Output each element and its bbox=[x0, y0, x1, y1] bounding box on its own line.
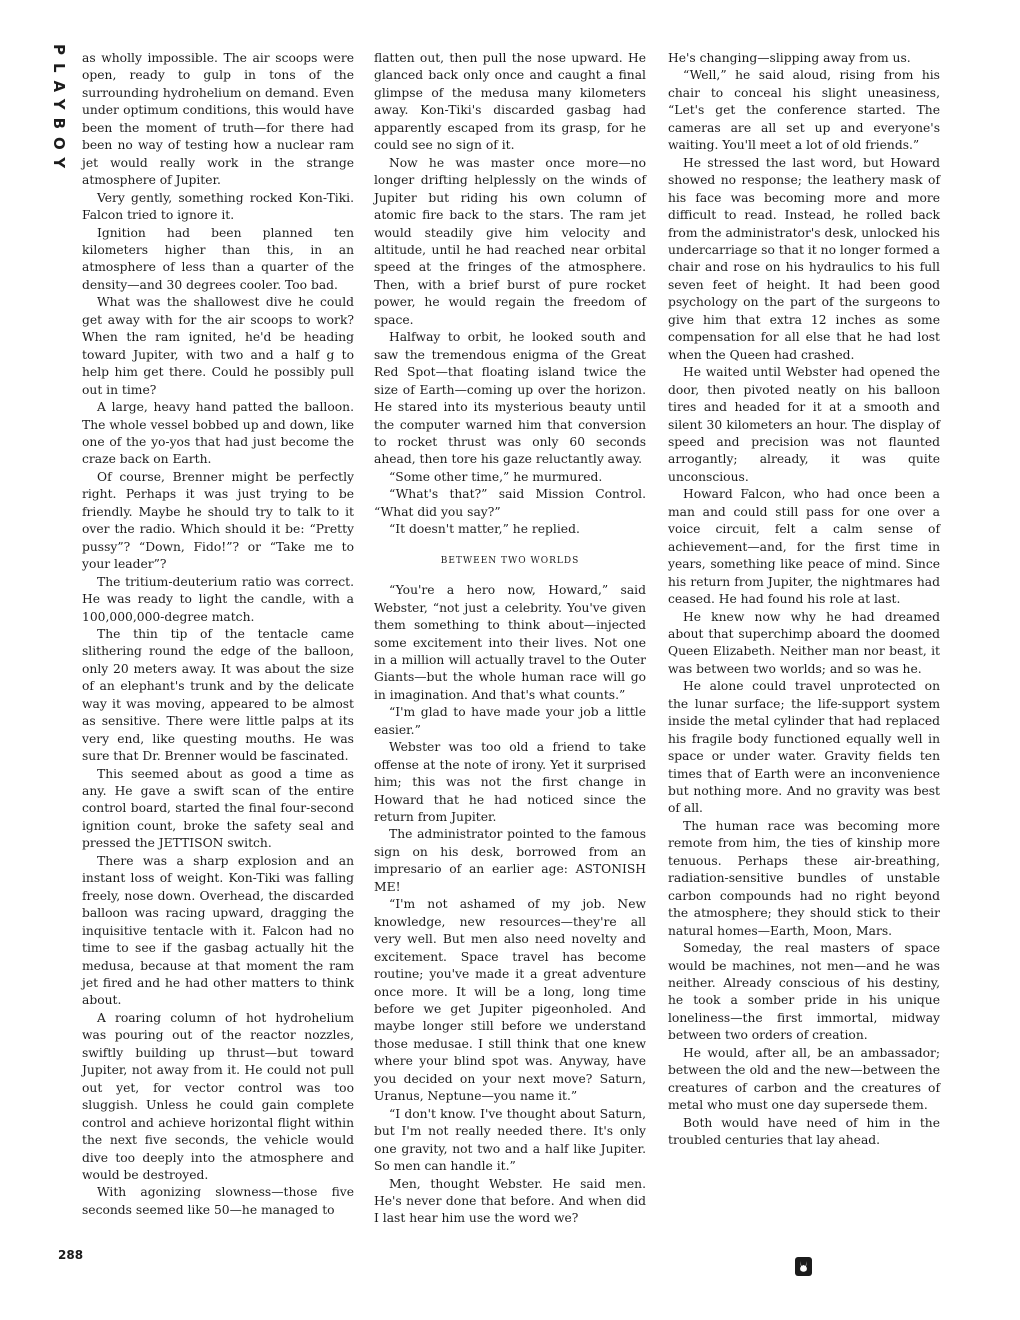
page-number: 288 bbox=[58, 1248, 84, 1262]
paragraph: What was the shallowest dive he could get away with for the air scoops to work? When the ram ignited, he'd be heading toward Jupiter, with two and a half g to help him get there. Could he possibly pull out in time? bbox=[82, 295, 354, 397]
paragraph: Now he was master once more—no longer drifting helplessly on the winds of Jupiter but riding his own column of atomic fire back to the stars. The ram jet would steadily give him velocity and altitude, until he had reached near orbital speed at the fringes of the atmosphere. Then, with a brief burst of pure rocket power, he would regain the freedom of space. bbox=[374, 155, 646, 327]
paragraph: “It doesn't matter,” he replied. bbox=[389, 522, 580, 537]
section-subhead: BETWEEN TWO WORLDS bbox=[440, 555, 580, 566]
text-column-1 bbox=[82, 50, 354, 1219]
paragraph: “I'm not ashamed of my job. New knowledge, new resources—they're all very well. But men also need novelty and excitement. Space travel has become routine; you've made it a great adventure once more. It will be a long, long time before we get Jupiter pigeonholed. And maybe longer still before we understand those medusae. I still think that one knew where your blind spot was. Anyway, have you decided on your next move? Saturn, Uranus, Neptune—you name it.” bbox=[374, 897, 646, 1104]
running-head-vertical bbox=[48, 44, 70, 214]
paragraph: Both would have need of him in the troubled centuries that lay ahead. bbox=[668, 1115, 940, 1148]
paragraph: Men, thought Webster. He said men. He's never done that before. And when did I last hear him use the word we? bbox=[374, 1176, 646, 1226]
paragraph: A large, heavy hand patted the balloon. The whole vessel bobbed up and down, like one of the yo-yos that had just become the craze back on Earth. bbox=[82, 400, 354, 467]
paragraph: He alone could travel unprotected on the lunar surface; the life-support system inside the metal cylinder that had replaced his fragile body functioned equally well in space or under water. Gravity fields ten times that of Earth were an inconvenience but nothing more. And no gravity was best of all. bbox=[668, 679, 940, 816]
paragraph: “What's that?” said Mission Control. “What did you say?” bbox=[374, 487, 646, 519]
paragraph: He knew now why he had dreamed about that superchimp aboard the doomed Queen Elizabeth. Neither man nor beast, it was between two worlds; and so was he. bbox=[668, 609, 940, 676]
paragraph: Webster was too old a friend to take offense at the note of irony. Yet it surprised him; this was not the first change in Howard that he had noticed since the return from Jupiter. bbox=[374, 740, 646, 825]
paragraph: Someday, the real masters of space would be machines, not men—and he was neither. Already conscious of his destiny, he took a somber pride in his unique loneliness—the first immortal, midway between two orders of creation. bbox=[668, 941, 940, 1043]
text-column-2 bbox=[374, 50, 646, 1228]
paragraph: The human race was becoming more remote from him, the ties of kinship more tenuous. Perhaps these air-breathing, radiation-sensitive bundles of unstable carbon compounds had no right beyond the atmosphere; they should stick to their natural homes—Earth, Moon, Mars. bbox=[668, 818, 940, 938]
text-column-3 bbox=[668, 50, 940, 1150]
paragraph: He would, after all, be an ambassador; between the old and the new—between the creatures of carbon and the creatures of metal who must one day supersede them. bbox=[668, 1045, 940, 1113]
paragraph: Howard Falcon, who had once been a man and could still pass for one over a voice circuit, felt a calm sense of achievement—and, for the first time in years, something like peace of mind. Since his return from Jupiter, the nightmares had ceased. He had found his role at last. bbox=[668, 487, 940, 607]
rabbit-end-mark-icon bbox=[795, 1257, 812, 1276]
paragraph: There was a sharp explosion and an instant loss of weight. Kon-Tiki was falling freely, nose down. Overhead, the discarded balloon was racing upward, dragging the inquisitive tentacle with it. Falcon had no time to see if the gasbag actually hit the medusa, because at that moment the ram jet fired and he had other matters to think about. bbox=[82, 853, 354, 1008]
paragraph: flatten out, then pull the nose upward. He glanced back only once and caught a final glimpse of the medusa many kilometers away. Kon-Tiki's discarded gasbag had apparently escaped from its grasp, for he could see no sign of it. bbox=[374, 51, 646, 153]
paragraph: A roaring column of hot hydrohelium was pouring out of the reactor nozzles, swiftly building up thrust—but toward Jupiter, not away from it. He could not pull out yet, for vector control was too sluggish. Unless he could gain complete control and achieve horizontal flight within the next five seconds, the vehicle would dive too deeply into the atmosphere and would be destroyed. bbox=[82, 1010, 354, 1182]
paragraph: He's changing—slipping away from us. bbox=[668, 51, 911, 65]
paragraph: He stressed the last word, but Howard showed no response; the leathery mask of his face was becoming more and more difficult to read. Instead, he rolled back from the administrator's desk, unlocked his undercarriage so that it no longer formed a chair and rose on his hydraulics to his full seven feet of height. It had been good psychology on the part of the surgeons to give him that extra 12 inches as some compensation for all else that he had lost when the Queen had crashed. bbox=[668, 155, 940, 362]
paragraph: “Well,” he said aloud, rising from his chair to conceal his slight uneasiness, “Let's get the conference started. The cameras are all set up and everyone's waiting. You'll meet a lot of old friends.” bbox=[668, 68, 940, 153]
paragraph: Very gently, something rocked Kon-Tiki. Falcon tried to ignore it. bbox=[82, 190, 354, 223]
magazine-masthead: PLAYBOY bbox=[50, 44, 68, 177]
paragraph: “I don't know. I've thought about Saturn, but I'm not really needed there. It's only one gravity, not two and a half like Jupiter. So men can handle it.” bbox=[374, 1106, 646, 1174]
paragraph: Of course, Brenner might be perfectly right. Perhaps it was just trying to be friendly. Maybe he should try to talk to it over the radio. Which should it be: “Pretty pussy”? “Down, Fido!”? or “Take me to your leader”? bbox=[82, 469, 354, 572]
paragraph: “Some other time,” he murmured. bbox=[389, 469, 603, 484]
paragraph: The administrator pointed to the famous sign on his desk, borrowed from an impresario of an earlier age: ASTONISH ME! bbox=[374, 827, 646, 894]
paragraph: With agonizing slowness—those five seconds seemed like 50—he managed to bbox=[82, 1185, 354, 1217]
paragraph: The thin tip of the tentacle came slithering round the edge of the balloon, only 20 meters away. It was about the size of an elephant's trunk and by the delicate way it was moving, appeared to be almost as sensitive. There were little palps at its very end, like questing mouths. He was sure that Dr. Brenner would be fascinated. bbox=[82, 626, 354, 764]
paragraph: as wholly impossible. The air scoops were open, ready to gulp in tons of the surrounding hydrohelium on demand. Even under optimum conditions, this would have been the moment of truth—for there had been no way of testing how a nuclear ram jet would really work in the strange atmosphere of Jupiter. bbox=[82, 51, 354, 188]
paragraph: “You're a hero now, Howard,” said Webster, “not just a celebrity. You've given them something to think about—injected some excitement into their lives. Not one in a million will actually travel to the Outer Giants—but the whole human race will go in imagination. And that's what counts.” bbox=[374, 583, 646, 702]
paragraph: He waited until Webster had opened the door, then pivoted neatly on his balloon tires and headed for it at a smooth and silent 30 kilometers an hour. The display of speed and precision was not flaunted arrogantly; already, it was quite unconscious. bbox=[668, 365, 940, 484]
paragraph: “I'm glad to have made your job a little easier.” bbox=[374, 705, 646, 737]
paragraph: Ignition had been planned ten kilometers higher than this, in an atmosphere of less than a quarter of the density—and 30 degrees cooler. Too bad. bbox=[82, 225, 354, 292]
paragraph: The tritium-deuterium ratio was correct. He was ready to light the candle, with a 100,000,000-degree match. bbox=[82, 574, 354, 624]
paragraph: This seemed about as good a time as any. He gave a swift scan of the entire control board, started the final four-second ignition count, broke the safety seal and pressed the JETTISON switch. bbox=[82, 766, 354, 851]
paragraph: Halfway to orbit, he looked south and saw the tremendous enigma of the Great Red Spot—that floating island twice the size of Earth—coming up over the horizon. He stared into its mysterious beauty until the computer warned him that conversion to rocket thrust was only 60 seconds ahead, then tore his gaze reluctantly away. bbox=[374, 330, 646, 467]
